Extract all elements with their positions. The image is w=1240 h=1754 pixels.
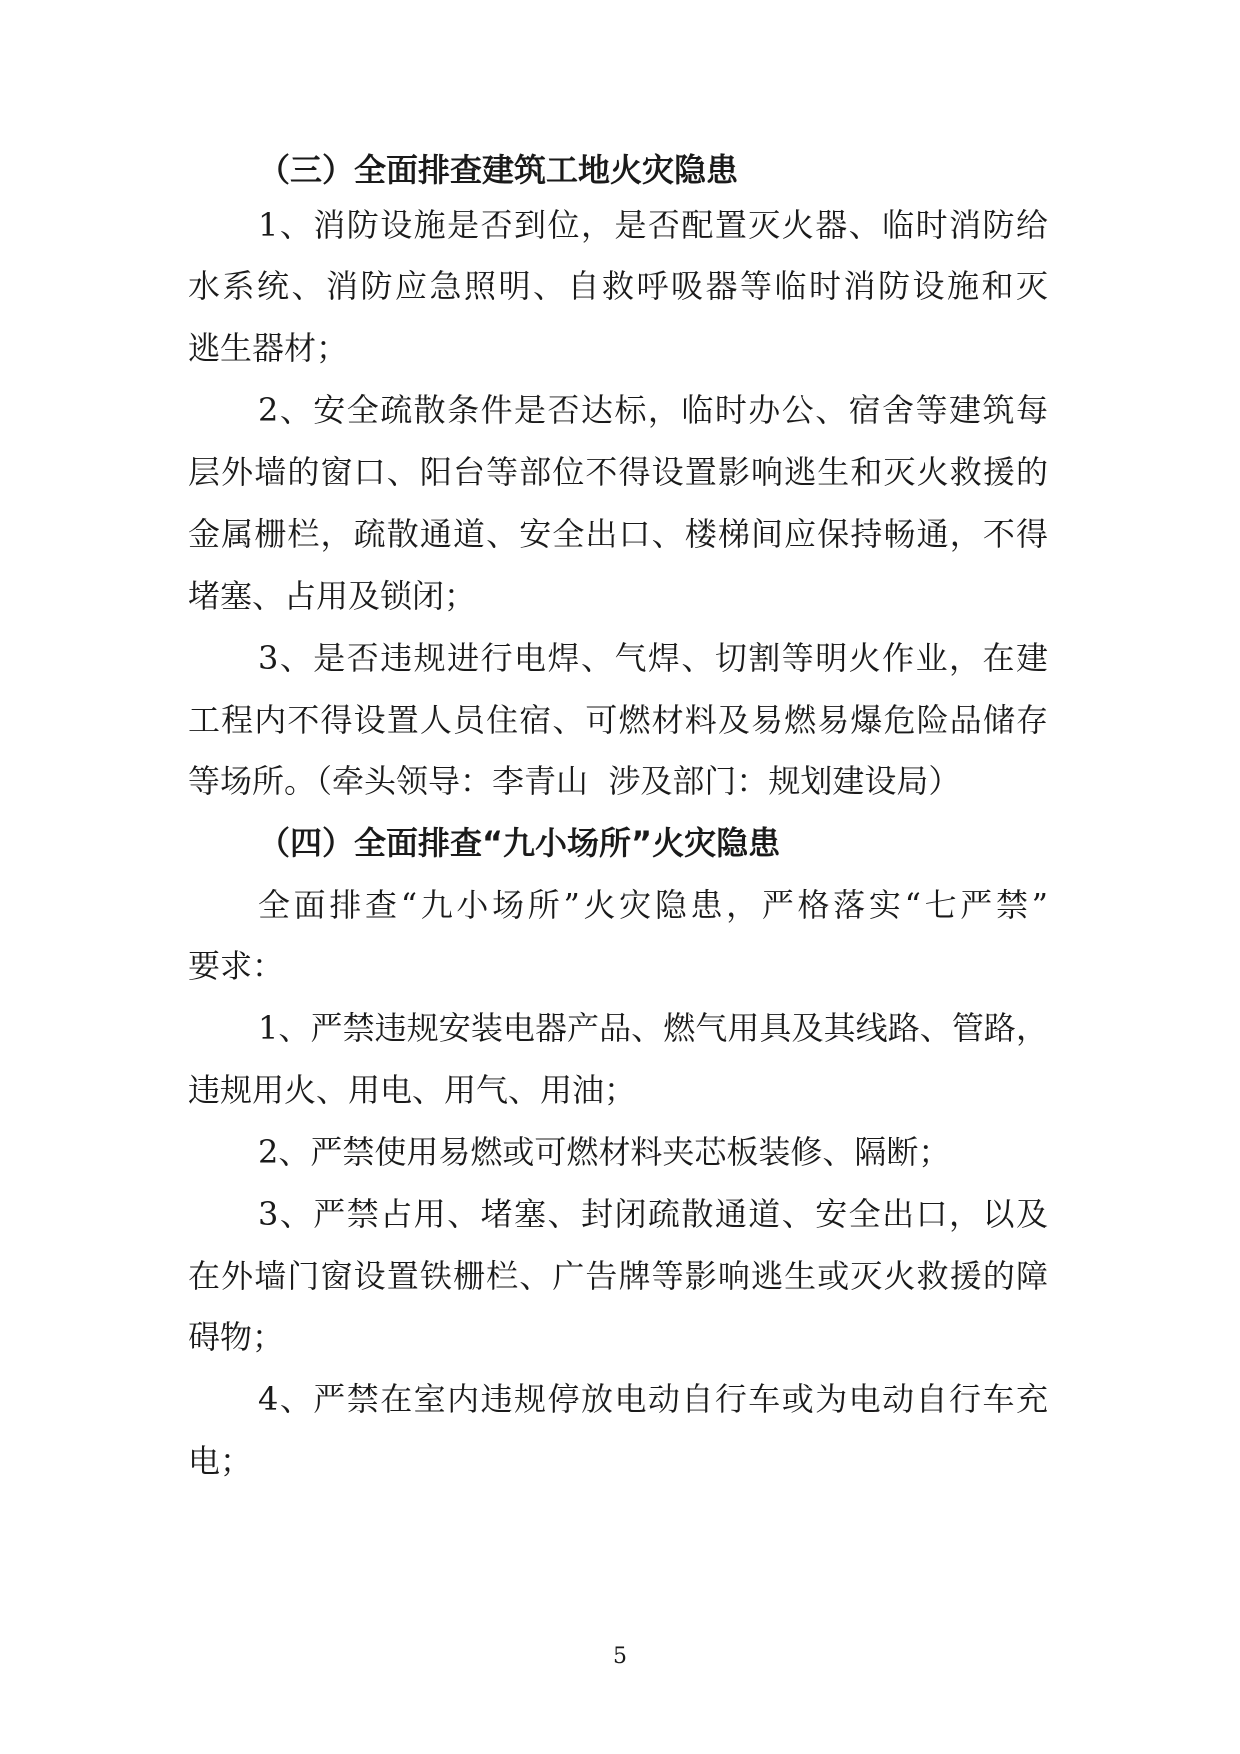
section-3-item-1-line-2: 水系统、消防应急照明、自救呼吸器等临时消防设施和灭: [188, 267, 1048, 305]
section-3-item-3-line-2: 工程内不得设置人员住宿、可燃材料及易燃易爆危险品储存: [188, 701, 1048, 739]
section-3-item-2-line-1: 2、安全疏散条件是否达标，临时办公、宿舍等建筑每: [258, 391, 1048, 429]
section-4-item-4-line-2: 电；: [188, 1442, 253, 1480]
section-4-heading: （四）全面排查“九小场所”火灾隐患: [258, 824, 781, 862]
page-number: 5: [613, 1644, 627, 1669]
section-3-item-2-line-4: 堵塞、占用及锁闭；: [188, 577, 477, 615]
section-3-item-1-line-3: 逃生器材；: [188, 329, 349, 367]
section-3-item-1-line-1: 1、消防设施是否到位，是否配置灭火器、临时消防给: [258, 206, 1048, 244]
section-4-intro-line-2: 要求：: [188, 947, 285, 985]
section-3-item-3-line-3: 等场所。（牵头领导：李青山 涉及部门：规划建设局）: [188, 762, 961, 800]
section-4-item-2-line-1: 2、严禁使用易燃或可燃材料夹芯板装修、隔断；: [258, 1133, 951, 1171]
section-4-item-3-line-3: 碍物；: [188, 1318, 285, 1356]
section-4-intro-line-1: 全面排查“九小场所”火灾隐患，严格落实“七严禁”: [258, 886, 1048, 924]
section-3-item-2-line-3: 金属栅栏，疏散通道、安全出口、楼梯间应保持畅通，不得: [188, 515, 1048, 553]
section-3-item-2-line-2: 层外墙的窗口、阳台等部位不得设置影响逃生和灭火救援的: [188, 453, 1048, 491]
section-4-item-3-line-2: 在外墙门窗设置铁栅栏、广告牌等影响逃生或灭火救援的障: [188, 1257, 1048, 1295]
section-4-item-1-line-2: 违规用火、用电、用气、用油；: [188, 1071, 637, 1109]
section-4-item-4-line-1: 4、严禁在室内违规停放电动自行车或为电动自行车充: [258, 1380, 1048, 1418]
section-4-item-1-line-1: 1、严禁违规安装电器产品、燃气用具及其线路、管路，: [258, 1009, 1048, 1047]
section-4-item-3-line-1: 3、严禁占用、堵塞、封闭疏散通道、安全出口，以及: [258, 1195, 1048, 1233]
section-3-item-3-line-1: 3、是否违规进行电焊、气焊、切割等明火作业，在建: [258, 639, 1048, 677]
section-3-heading: （三）全面排查建筑工地火灾隐患: [258, 151, 739, 189]
